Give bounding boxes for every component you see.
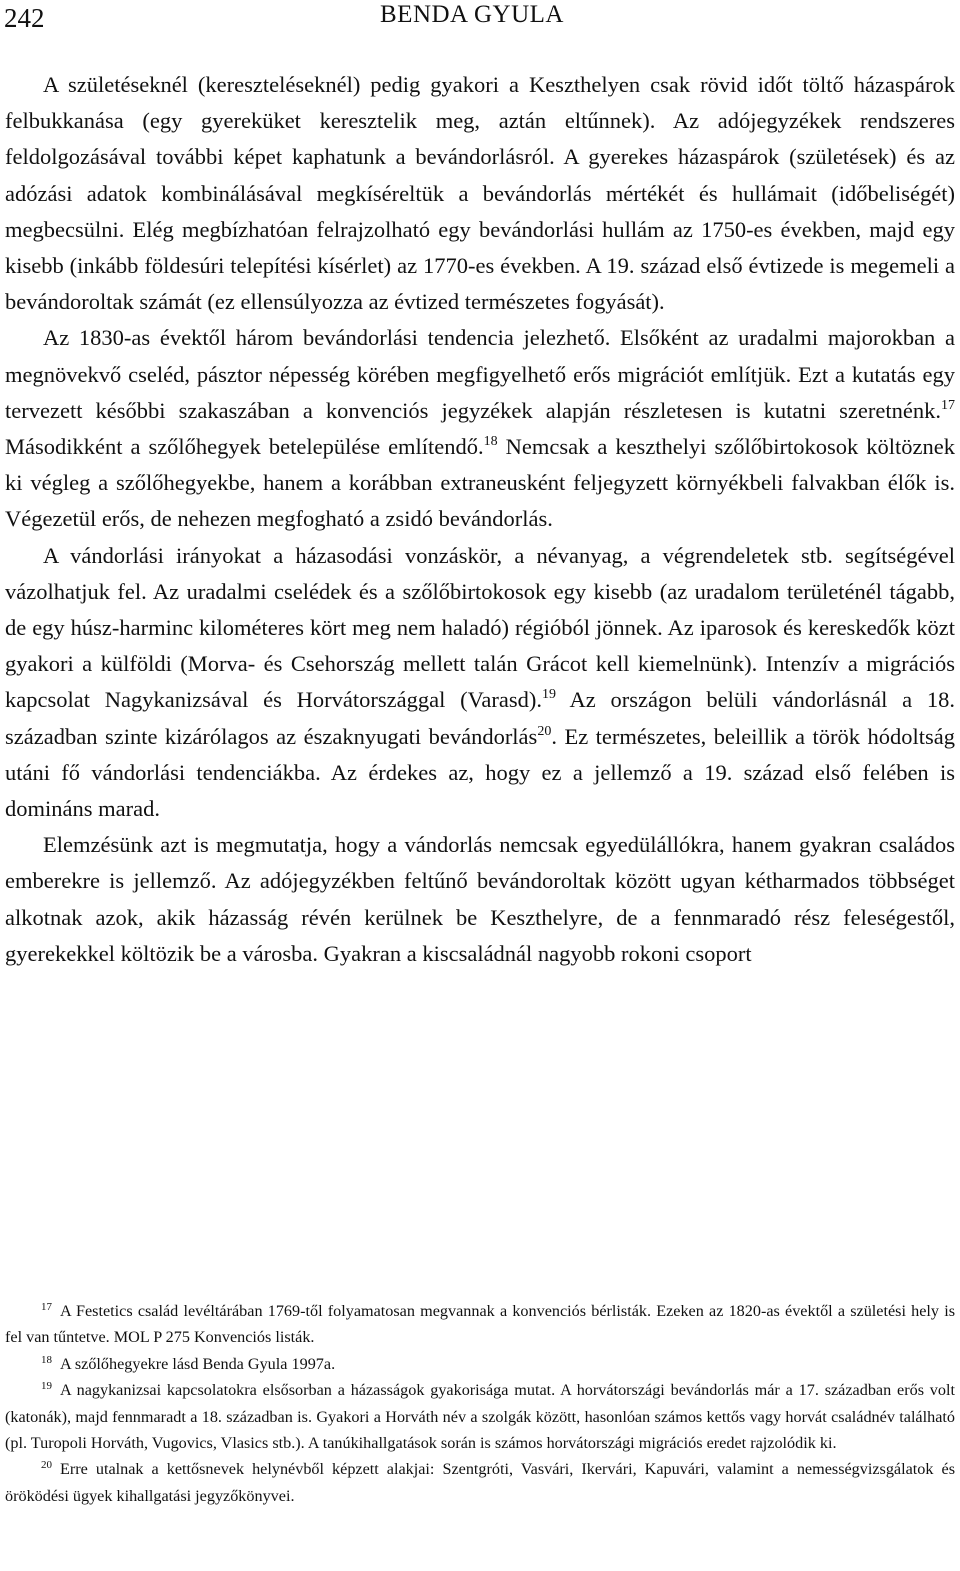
paragraph-2-text-b: Másodikként a szőlőhegyek betelepülése említendő.: [5, 434, 484, 460]
footnote-number-17: 17: [41, 1301, 52, 1313]
paragraph-3-text-c: . Ez természetes, beleillik a török hódoltság utáni fő vándorlási tendenciákba. Az érdekes az, hogy ez a jellemző a 19. század első felében is domináns marad.: [5, 723, 955, 822]
footnote-ref-19: 19: [541, 687, 556, 703]
paragraph-3: [5, 538, 955, 828]
page-header: [0, 0, 960, 40]
footnote-number-18: 18: [41, 1353, 52, 1366]
paragraph-2-text-a: Az 1830-as évektől három bevándorlási tendencia jelezhető. Elsőként az uradalmi majorokban a megnövekvő cseléd, pásztor népesség körében megfigyelhető erős migrációt említjük. Ezt a kutatás egy tervezett későbbi szakaszában a konvenciós jegyzékek alapján részletesen is kutatni szeretnénk.: [5, 325, 955, 423]
paragraph-3-text-a: A vándorlási irányokat a házasodási vonzáskör, a névanyag, a végrendeletek stb. segítségével vázolhatjuk fel. Az uradalmi cselédek és a szőlőbirtokosok egy kisebb (az uradalom területénél tágabb, de egy húsz-harminc kilométeres kört meg nem haladó) régióból jönnek. Az iparosok és kereskedők közt gyakori a külföldi (Morva- és Csehország mellett talán Grácot kell kiemelnünk). Intenzív a migrációs kapcsolat Nagykanizsával és Horvátországgal (Varasd).: [5, 542, 955, 713]
footnote-17: [5, 1298, 955, 1351]
footnote-ref-17: 17: [941, 397, 955, 413]
paragraph-1: [5, 67, 955, 320]
main-text: [5, 67, 955, 972]
footnote-20: [5, 1456, 955, 1509]
footnote-18: [5, 1351, 955, 1377]
paragraph-3-text-b: Az országon belüli vándorlásnál a 18. században szinte kizárólagos az északnyugati bevándorlás: [5, 687, 956, 749]
footnote-text-20: Erre utalnak a kettősnevek helynévből képzett alakjai: Szentgróti, Vasvári, Ikervári, Kapuvári, valamint a nemességvizsgálatok és öröködési ügyek kihallgatási jegyzőkönyvei.: [5, 1460, 955, 1505]
footnote-ref-18: 18: [483, 434, 498, 450]
page-number: 242: [4, 3, 45, 33]
footnote-19: [5, 1377, 955, 1456]
running-head: BENDA GYULA: [380, 1, 564, 28]
paragraph-4-text: Elemzésünk azt is megmutatja, hogy a vándorlás nemcsak egyedülállókra, hanem gyakran családos emberekre is jellemző. Az adójegyzékben feltűnő bevándoroltak között ugyan kétharmados többséget alkotnak azok, akik házasság révén kerülnek be Keszthelyre, de a fennmaradó rész feleségestől, gyerekekkel költözik be a városba. Gyakran a kiscsaládnál nagyobb rokoni csoport: [5, 832, 955, 966]
footnote-ref-20: 20: [537, 723, 552, 739]
paragraph-2-text-c: Nemcsak a keszthelyi szőlőbirtokosok költöznek ki végleg a szőlőhegyekbe, hanem a korábban extraneusként feljegyzett környékbeli falvakban élők is. Végezetül erős, de nehezen megfogható a zsidó bevándorlás.: [5, 434, 955, 532]
footnote-text-17: A Festetics család levéltárában 1769-től folyamatosan megvannak a konvenciós bérlisták. Ezeken az 1820-as évektől a születési hely is fel van tűntetve. MOL P 275 Konvenciós listák.: [5, 1302, 955, 1347]
footnotes: [5, 1298, 955, 1509]
paragraph-2: [5, 320, 955, 537]
paragraph-4: [5, 827, 955, 972]
paragraph-1-text: A születéseknél (kereszteléseknél) pedig gyakori a Keszthelyen csak rövid időt töltő házaspárok felbukkanása (egy gyereküket keresztelik meg, aztán eltűnnek). Az adójegyzékek rendszeres feldolgozásával további képet kaphatunk a bevándorlásról. A gyerekes házaspárok (születések) és az adózási adatok kombinálásával megkíséreltük a bevándorlás mértékét és hullámait (időbeliségét) megbecsülni. Elég megbízhatóan felrajzolható egy bevándorlási hullám az 1750-es években, majd egy kisebb (inkább földesúri telepítési kísérlet) az 1770-es években. A 19. század első évtizede is megemeli a bevándoroltak számát (ez ellensúlyozza az évtized természetes fogyását).: [5, 72, 955, 315]
footnote-number-19: 19: [41, 1380, 52, 1393]
footnote-text-18: A szőlőhegyekre lásd Benda Gyula 1997a.: [60, 1354, 336, 1373]
footnote-number-20: 20: [41, 1459, 52, 1472]
footnote-text-19: A nagykanizsai kapcsolatokra elsősorban a házasságok gyakorisága mutat. A horvátországi bevándorlás már a 17. században erős volt (katonák), majd fennmaradt a 18. században is. Gyakori a Horváth név a szolgák között, hasonlóan számos kettős vagy horvát családnév található (pl. Turopoli Horváth, Vugovics, Vlasics stb.). A tanúkihallgatások során is számos horvátországi migrációs eredet rajzolódik ki.: [5, 1381, 955, 1453]
